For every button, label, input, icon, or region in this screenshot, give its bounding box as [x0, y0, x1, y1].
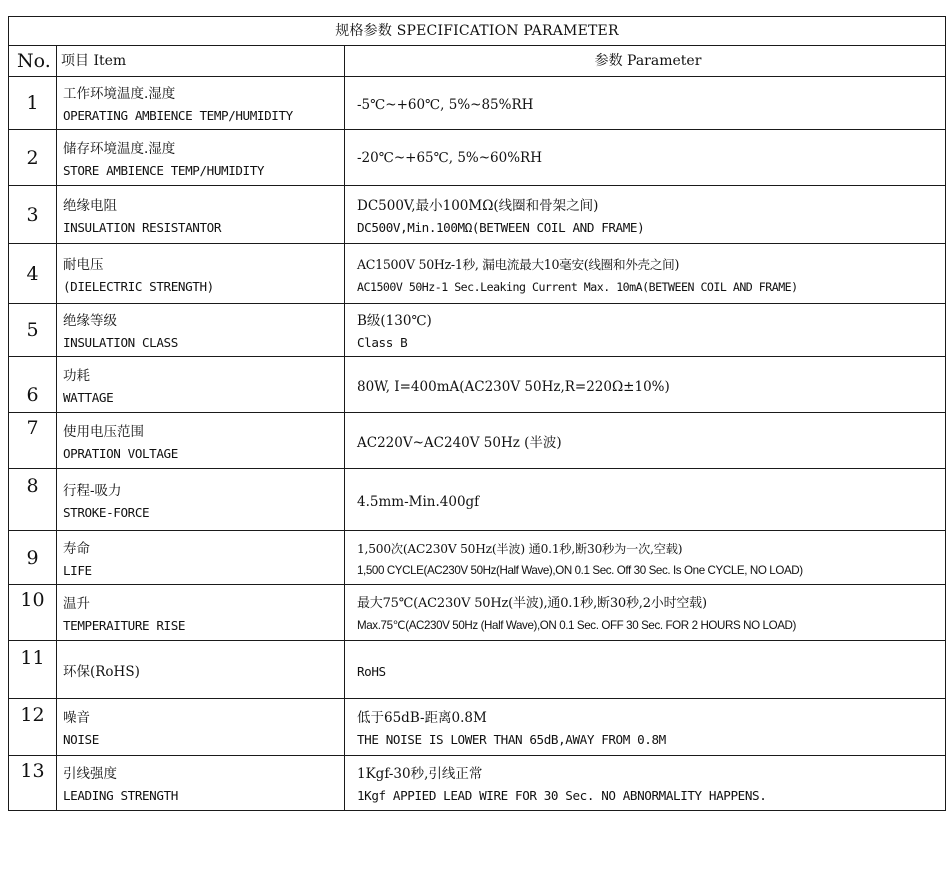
parameter-cell	[345, 756, 946, 811]
parameter-line-2: THE NOISE IS LOWER THAN 65dB,AWAY FROM 0.8M	[357, 732, 666, 747]
item-name-en: LIFE	[63, 562, 92, 578]
item-cell	[57, 130, 345, 186]
parameter-cell	[345, 531, 946, 585]
item-name-cn: 引线强度	[63, 766, 117, 782]
item-name-cn: 环保(RoHS)	[63, 663, 140, 680]
item-cell	[57, 585, 345, 641]
item-cell	[57, 77, 345, 130]
parameter-line-1: B级(130℃)	[357, 313, 432, 329]
table-row	[9, 130, 946, 186]
item-name-en: INSULATION RESISTANTOR	[63, 219, 222, 235]
item-name-cn: 寿命	[63, 540, 90, 557]
item-name-en: NOISE	[63, 732, 99, 747]
row-number: 2	[9, 130, 57, 186]
row-number: 6	[9, 357, 57, 413]
table-row	[9, 304, 946, 357]
parameter-line-1: 低于65dB-距离0.8M	[357, 710, 487, 726]
title-row	[9, 17, 946, 46]
item-name-en: (DIELECTRIC STRENGTH)	[63, 278, 214, 294]
row-number: 1	[9, 77, 57, 130]
parameter-line-2: DC500V,Min.100MΩ(BETWEEN COIL AND FRAME)	[357, 219, 645, 235]
parameter-cell	[345, 585, 946, 641]
parameter-line-1: -20℃~+65℃, 5%~60%RH	[357, 149, 542, 166]
parameter-line-1: AC220V~AC240V 50Hz (半波)	[357, 434, 562, 451]
row-number: 12	[9, 699, 57, 756]
row-number: 13	[9, 756, 57, 811]
header-parameter: 参数 Parameter	[345, 46, 946, 77]
row-number: 5	[9, 304, 57, 357]
header-item: 项目 Item	[57, 46, 345, 77]
table-row	[9, 77, 946, 130]
table-row	[9, 641, 946, 699]
table-row	[9, 413, 946, 469]
table-row	[9, 531, 946, 585]
table-row	[9, 585, 946, 641]
parameter-line-2: 1Kgf APPIED LEAD WIRE FOR 30 Sec. NO ABNORMALITY HAPPENS.	[357, 788, 767, 803]
parameter-line-2: 1,500 CYCLE(AC230V 50Hz(Half Wave),ON 0.1 Sec. Off 30 Sec. Is One CYCLE, NO LOAD)	[357, 563, 803, 577]
row-number: 9	[9, 531, 57, 585]
item-cell	[57, 641, 345, 699]
parameter-line-2: Max.75℃(AC230V 50Hz (Half Wave),ON 0.1 Sec. OFF 30 Sec. FOR 2 HOURS NO LOAD)	[357, 618, 796, 632]
item-name-en: STORE AMBIENCE TEMP/HUMIDITY	[63, 162, 265, 178]
parameter-line-2: Class B	[357, 335, 408, 350]
item-cell	[57, 699, 345, 756]
parameter-line-2: AC1500V 50Hz-1 Sec.Leaking Current Max. 10mA(BETWEEN COIL AND FRAME)	[357, 279, 798, 294]
row-number: 11	[9, 641, 57, 699]
parameter-cell	[345, 413, 946, 469]
parameter-cell	[345, 244, 946, 304]
item-name-en: INSULATION CLASS	[63, 335, 178, 350]
row-number: 10	[9, 585, 57, 641]
table-row	[9, 699, 946, 756]
parameter-line-1: RoHS	[357, 663, 386, 679]
item-cell	[57, 469, 345, 531]
parameter-cell	[345, 77, 946, 130]
item-cell	[57, 756, 345, 811]
item-cell	[57, 357, 345, 413]
item-name-cn: 储存环境温度.湿度	[63, 140, 176, 157]
item-cell	[57, 186, 345, 244]
item-name-cn: 功耗	[63, 367, 90, 384]
parameter-cell	[345, 186, 946, 244]
item-cell	[57, 531, 345, 585]
item-name-en: LEADING STRENGTH	[63, 788, 178, 803]
parameter-line-1: AC1500V 50Hz-1秒, 漏电流最大10毫安(线圈和外壳之间)	[357, 256, 680, 272]
item-name-cn: 温升	[63, 595, 90, 612]
item-cell	[57, 304, 345, 357]
item-name-cn: 行程-吸力	[63, 482, 122, 499]
table-row	[9, 244, 946, 304]
item-name-cn: 耐电压	[63, 256, 104, 273]
item-cell	[57, 413, 345, 469]
parameter-line-1: 1,500次(AC230V 50Hz(半波) 通0.1秒,断30秒为一次,空载)	[357, 541, 683, 556]
parameter-line-1: DC500V,最小100MΩ(线圈和骨架之间)	[357, 197, 599, 214]
parameter-line-1: 最大75℃(AC230V 50Hz(半波),通0.1秒,断30秒,2小时空载)	[357, 595, 707, 611]
row-number: 7	[9, 413, 57, 469]
row-number: 4	[9, 244, 57, 304]
item-name-cn: 工作环境温度.湿度	[63, 86, 176, 102]
parameter-cell	[345, 641, 946, 699]
table-title: 规格参数 SPECIFICATION PARAMETER	[9, 17, 946, 46]
table-row	[9, 186, 946, 244]
table-row	[9, 357, 946, 413]
row-number: 3	[9, 186, 57, 244]
parameter-cell	[345, 130, 946, 186]
item-name-en: TEMPERAITURE RISE	[63, 617, 186, 633]
parameter-line-1: 4.5mm-Min.400gf	[357, 493, 480, 510]
row-number: 8	[9, 469, 57, 531]
parameter-cell	[345, 699, 946, 756]
header-no: No.	[9, 46, 57, 77]
item-name-cn: 绝缘等级	[63, 313, 117, 329]
item-name-cn: 使用电压范围	[63, 423, 144, 440]
item-name-en: OPRATION VOLTAGE	[63, 445, 178, 461]
item-name-en: OPERATING AMBIENCE TEMP/HUMIDITY	[63, 108, 293, 123]
specification-table	[8, 16, 946, 811]
header-row	[9, 46, 946, 77]
parameter-line-1: 1Kgf-30秒,引线正常	[357, 766, 483, 782]
item-name-cn: 绝缘电阻	[63, 197, 117, 214]
table-row	[9, 469, 946, 531]
item-cell	[57, 244, 345, 304]
parameter-line-1: -5℃~+60℃, 5%~85%RH	[357, 97, 534, 113]
item-name-en: WATTAGE	[63, 389, 114, 405]
parameter-cell	[345, 469, 946, 531]
parameter-cell	[345, 304, 946, 357]
table-row	[9, 756, 946, 811]
item-name-cn: 噪音	[63, 710, 90, 726]
item-name-en: STROKE-FORCE	[63, 504, 150, 520]
parameter-line-1: 80W, I=400mA(AC230V 50Hz,R=220Ω±10%)	[357, 378, 670, 395]
parameter-cell	[345, 357, 946, 413]
